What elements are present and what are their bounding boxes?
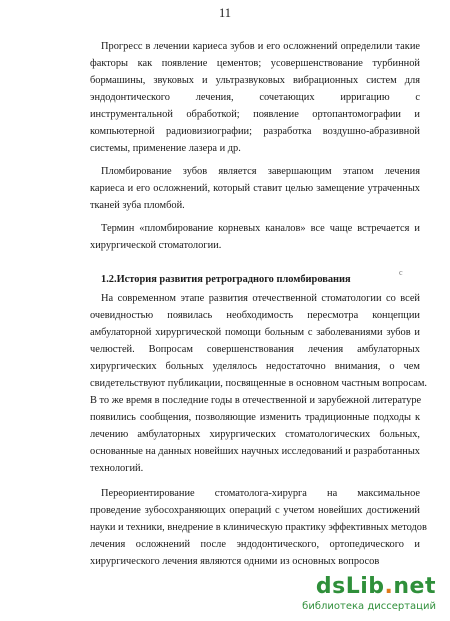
text-line: На современном этапе развития отечественной стоматологии со всей — [101, 293, 420, 304]
text-line: основанные на данных новейших научных исследований и разработанных — [90, 446, 420, 457]
text-line: лечению амбулаторных хирургических стоматологических больных, — [90, 429, 420, 440]
text-line: науки и техники, внедрение в клиническую практику эффективных методов — [90, 522, 427, 533]
text-line: появились сообщения, позволяющие изменить традиционные подходы к — [90, 412, 420, 423]
text-line: проведение зубосохраняющих операций с учетом новейших достижений — [90, 505, 420, 516]
text-line: хирургической стоматологии. — [90, 240, 222, 251]
text-line: технологий. — [90, 463, 144, 474]
text-line: Пломбирование зубов является завершающим этапом лечения — [101, 166, 420, 177]
text-line: факторы как появление цементов; усовершенствование турбинной — [90, 58, 420, 69]
text-line: Термин «пломбирование корневых каналов» все чаще встречается и — [101, 223, 420, 234]
section-heading: 1.2.История развития ретроградного пломбирования — [101, 274, 351, 285]
margin-mark: с — [399, 268, 403, 277]
text-line: системы, применение лазера и др. — [90, 143, 241, 154]
dslib-watermark — [272, 574, 442, 618]
text-line: компьютерной радиовизиографии; разработка воздушно-абразивной — [90, 126, 420, 137]
text-line: лечения осложнений после эндодонтического, ортопедического и — [90, 539, 420, 550]
text-line: эндодонтического лечения, сочетающих ирригацию с — [90, 92, 420, 103]
text-line: свидетельствуют публикации, посвященные в основном частным вопросам. — [90, 378, 428, 389]
text-line: бормашины, звуковых и ультразвуковых вибрационных систем для — [90, 75, 420, 86]
text-line: хирургических больных уделялось недостаточно внимания, о чем — [90, 361, 420, 372]
logo-main-text: dsLib — [315, 574, 385, 599]
text-line: тканей зуба пломбой. — [90, 200, 185, 211]
watermark-tagline: библиотека диссертаций — [302, 601, 436, 612]
page-number: 11 — [218, 6, 232, 20]
logo-tld-text: net — [393, 574, 436, 599]
text-line: инструментальной обработкой; появление ортопантомографии и — [90, 109, 420, 120]
text-line: Прогресс в лечении кариеса зубов и его осложнений определили такие — [101, 41, 420, 52]
text-line: кариеса и его осложнений, который ставит целью замещение утраченных — [90, 183, 420, 194]
logo-dot: . — [384, 574, 394, 599]
text-line: очевидностью появилась необходимость пересмотра концепции — [90, 310, 420, 321]
text-line: амбулаторной хирургической помощи больным с заболеваниями зубов и — [90, 327, 420, 338]
dslib-logo — [316, 574, 436, 599]
text-line: В то же время в последние годы в отечественной и зарубежной литературе — [90, 395, 422, 406]
text-line: Переориентирование стоматолога-хирурга на максимальное — [101, 488, 420, 499]
text-line: челюстей. Вопросам совершенствования лечения амбулаторных — [90, 344, 420, 355]
text-line: хирургического лечения являются одними из основных вопросов — [90, 556, 380, 567]
